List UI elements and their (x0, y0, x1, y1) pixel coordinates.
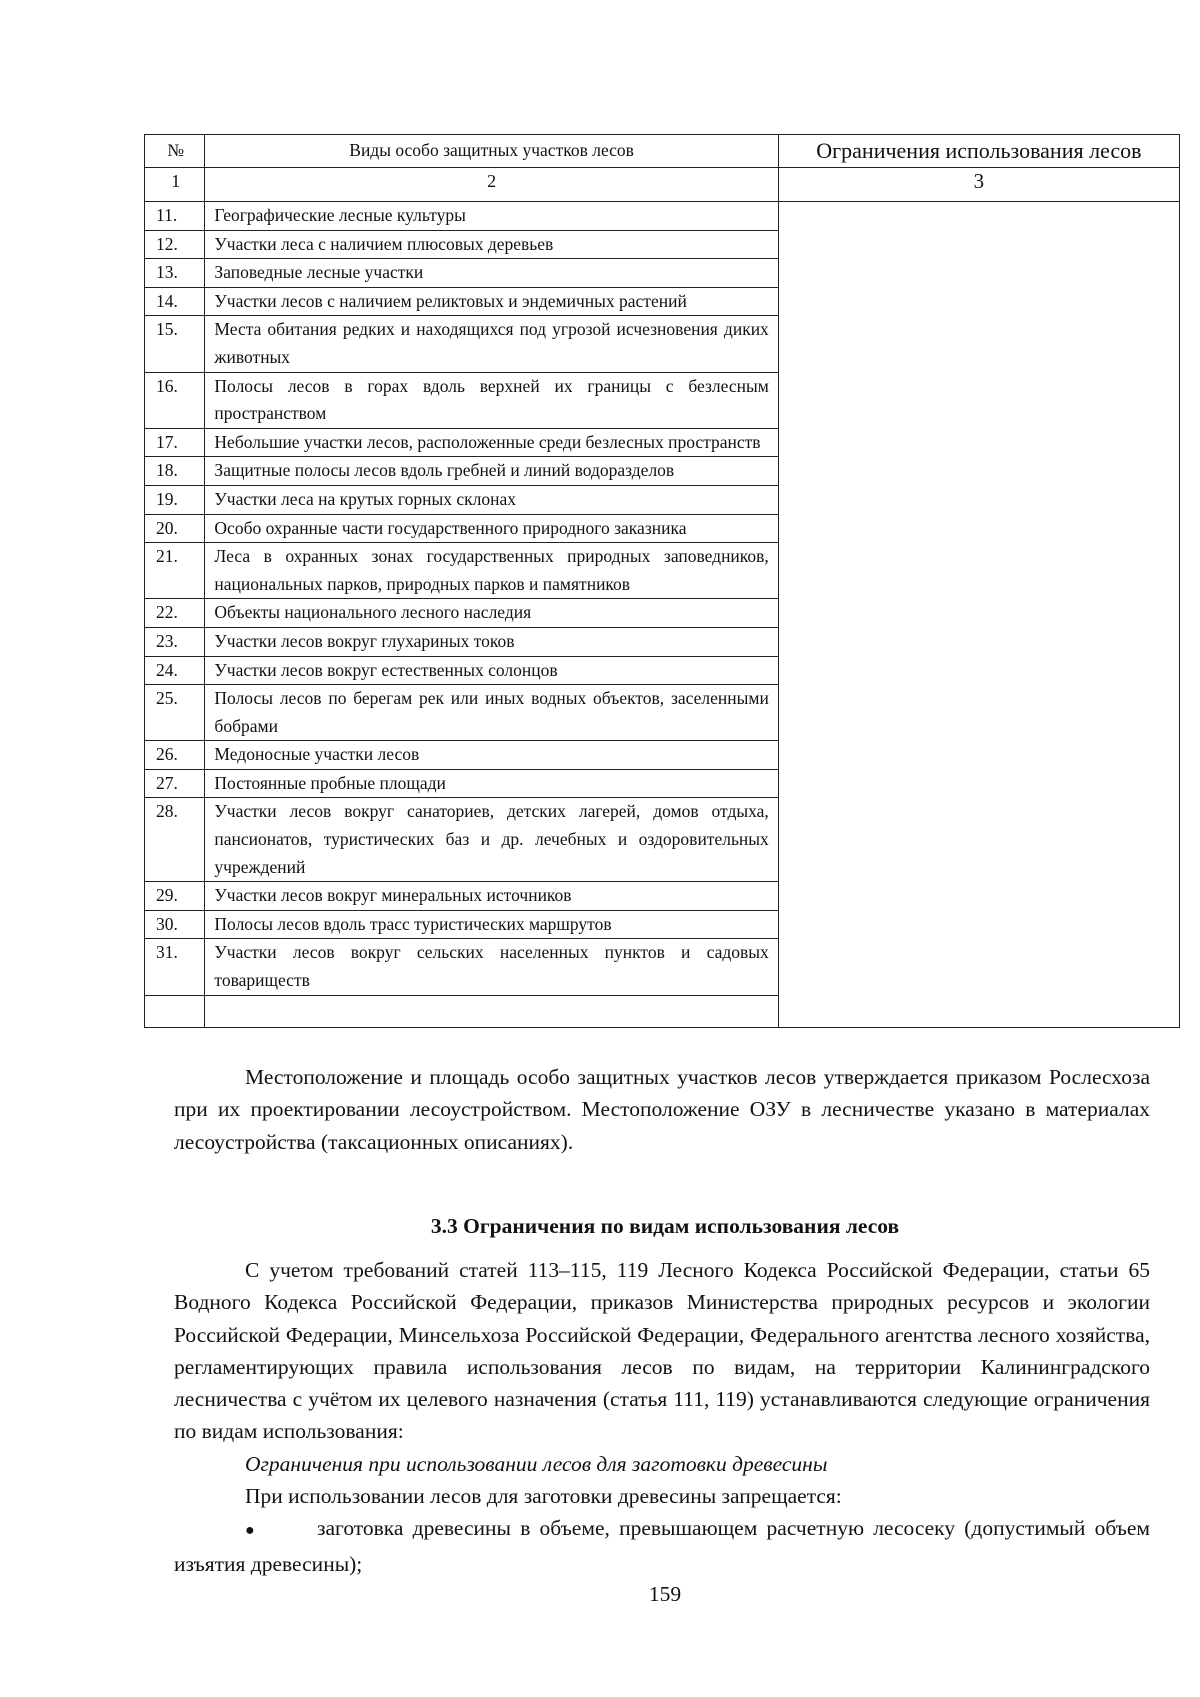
paragraph-text: Местоположение и площадь особо защитных участков лесов утверждается приказом Рослесхоза при их проектировании лесоустройством. Местоположение ОЗУ в лесничестве указано в материалах лесоустройства (таксационных описаниях). (174, 1065, 1150, 1154)
row-number: 27. (145, 769, 205, 798)
empty-cell (145, 995, 205, 1027)
row-number: 30. (145, 910, 205, 939)
column-number-row (145, 168, 1180, 202)
row-number: 23. (145, 627, 205, 656)
row-number: 31. (145, 939, 205, 995)
row-area-type: Участки лесов вокруг санаториев, детских лагерей, домов отдыха, пансионатов, туристических баз и др. лечебных и оздоровительных учреждений (205, 798, 778, 882)
restrictions-section (174, 1254, 1150, 1580)
table-header-row (145, 135, 1180, 168)
row-number: 14. (145, 287, 205, 316)
row-area-type: Участки лесов вокруг естественных солонцов (205, 656, 778, 685)
subheading-timber-harvest: Ограничения при использовании лесов для заготовки древесины (245, 1451, 828, 1476)
row-area-type: Заповедные лесные участки (205, 259, 778, 288)
row-area-type: Особо охранные части государственного природного заказника (205, 514, 778, 543)
paragraph-prohibited: При использовании лесов для заготовки древесины запрещается: (245, 1484, 842, 1509)
row-area-type: Медоносные участки лесов (205, 741, 778, 770)
row-area-type: Участки леса с наличием плюсовых деревьев (205, 230, 778, 259)
row-area-type: Участки лесов с наличием реликтовых и эндемичных растений (205, 287, 778, 316)
row-number: 12. (145, 230, 205, 259)
row-area-type: Участки лесов вокруг минеральных источников (205, 882, 778, 911)
column-number: 3 (778, 168, 1179, 202)
row-number: 16. (145, 372, 205, 428)
restrictions-cell (778, 202, 1179, 1028)
row-area-type: Леса в охранных зонах государственных природных заповедников, национальных парков, природных парков и памятников (205, 543, 778, 599)
row-area-type: Защитные полосы лесов вдоль гребней и линий водоразделов (205, 457, 778, 486)
row-number: 24. (145, 656, 205, 685)
row-number: 29. (145, 882, 205, 911)
row-area-type: Участки лесов вокруг сельских населенных пунктов и садовых товариществ (205, 939, 778, 995)
bullet-item (174, 1512, 1150, 1580)
column-number: 2 (205, 168, 778, 202)
row-number: 17. (145, 428, 205, 457)
column-number: 1 (145, 168, 205, 202)
row-area-type: Небольшие участки лесов, расположенные среди безлесных пространств (205, 428, 778, 457)
row-area-type: Полосы лесов в горах вдоль верхней их границы с безлесным пространством (205, 372, 778, 428)
row-number: 22. (145, 599, 205, 628)
row-area-type: Объекты национального лесного наследия (205, 599, 778, 628)
row-number: 11. (145, 202, 205, 231)
paragraph-requirements: С учетом требований статей 113–115, 119 Лесного Кодекса Российской Федерации, статьи 65 Водного Кодекса Российской Федерации, приказов Министерства природных ресурсов и экологии Российской Федерации, Минсельхоза Российской Федерации, Федерального агентства лесного хозяйства, регламентирующих правила использования лесов по видам, на территории Калининградского лесничества с учётом их целевого назначения (статья 111, 119) устанавливаются следующие ограничения по видам использования: (174, 1258, 1150, 1444)
row-number: 25. (145, 685, 205, 741)
row-number: 28. (145, 798, 205, 882)
row-number: 26. (145, 741, 205, 770)
row-area-type: Полосы лесов вдоль трасс туристических маршрутов (205, 910, 778, 939)
row-number: 15. (145, 316, 205, 372)
protective-forest-areas-table (144, 134, 1180, 1028)
table-row (145, 202, 1180, 231)
row-area-type: Полосы лесов по берегам рек или иных водных объектов, заселенными бобрами (205, 685, 778, 741)
row-area-type: Участки лесов вокруг глухариных токов (205, 627, 778, 656)
paragraph-location (174, 1061, 1150, 1158)
row-number: 13. (145, 259, 205, 288)
row-number: 19. (145, 485, 205, 514)
page-number: 159 (648, 1582, 682, 1606)
row-area-type: Географические лесные культуры (205, 202, 778, 231)
section-heading: 3.3 Ограничения по видам использования лесов (430, 1214, 900, 1238)
row-number: 20. (145, 514, 205, 543)
header-number: № (145, 135, 205, 168)
row-area-type: Участки леса на крутых горных склонах (205, 485, 778, 514)
bullet-icon: ● (245, 1522, 255, 1540)
row-number: 18. (145, 457, 205, 486)
header-area-types: Виды особо защитных участков лесов (205, 135, 778, 168)
empty-cell (205, 995, 778, 1027)
row-number: 21. (145, 543, 205, 599)
row-area-type: Места обитания редких и находящихся под угрозой исчезновения диких животных (205, 316, 778, 372)
row-area-type: Постоянные пробные площади (205, 769, 778, 798)
header-restrictions: Ограничения использования лесов (778, 135, 1179, 168)
bullet-text: заготовка древесины в объеме, превышающем расчетную лесосеку (допустимый объем изъятия древесины); (174, 1516, 1150, 1576)
